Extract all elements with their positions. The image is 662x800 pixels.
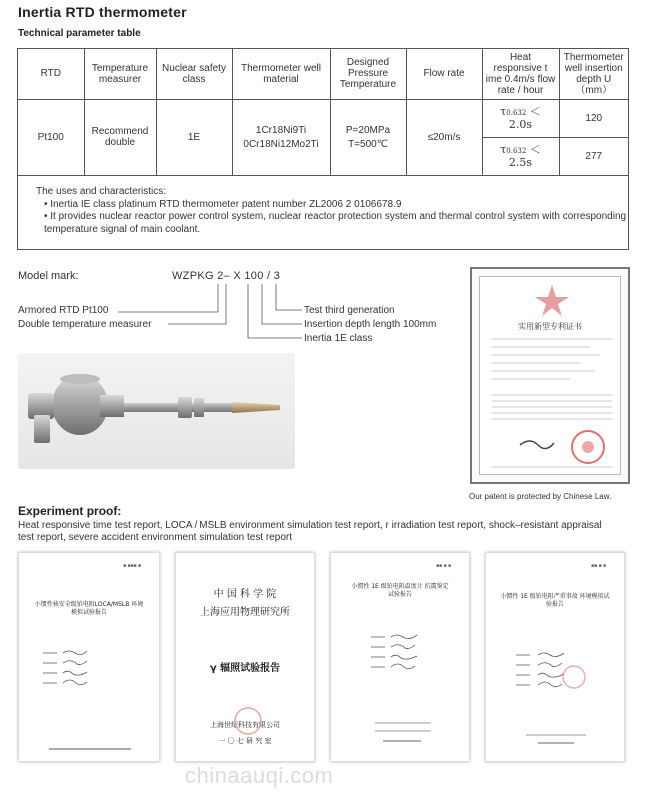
tau-symbol: τ [500, 105, 507, 118]
report-company: 上海世纪科技有限公司 [210, 721, 280, 729]
report-signatures [19, 553, 160, 762]
pressure-value: P=20MPa [345, 124, 391, 136]
report-heading: γ 辐照试验报告 [209, 663, 281, 674]
report-signatures [486, 553, 625, 762]
tau-subscript: 0.632 [506, 147, 527, 155]
header-measurer: Temperature measurer [84, 49, 156, 99]
page-title: Inertia RTD thermometer [18, 4, 187, 20]
report-stamp-icon [176, 553, 315, 762]
report-lab: 一 〇 七 研 究 室 [218, 737, 272, 745]
tau-compare: ＜ [529, 105, 541, 118]
uses-item-patent: • Inertia IE class platinum RTD thermometer patent number ZL2006 2 0106678.9 [44, 198, 402, 210]
report-number: ■■ ■ ■ [436, 563, 451, 569]
patent-caption: Our patent is protected by Chinese Law. [469, 492, 612, 501]
tau-value: 2.5s [508, 156, 533, 169]
model-mark-label: Model mark: [18, 270, 79, 282]
watermark: chinaauqi.com [185, 763, 334, 788]
cell-rtd: Pt100 [18, 99, 84, 175]
model-right-label-generation: Test third generation [304, 305, 395, 316]
report-institute-name: 上海应用物理研究所 [200, 607, 290, 618]
patent-certificate [470, 267, 630, 484]
material-line-2: 0Cr18Ni12Mo2Ti [243, 138, 319, 150]
certificate-title: 实用新型专利证书 [518, 322, 582, 331]
material-line-1: 1Cr18Ni9Ti [255, 124, 307, 136]
tau-compare: ＜ [529, 143, 541, 156]
report-heading: 小惯性 1E 级铂电阻严重事故 环境模拟试验报告 [500, 593, 610, 608]
uses-item-system: • It provides nuclear reactor power control system, nuclear reactor protection system and thermal control system with corresponding temperature signal of main coolant. [44, 211, 627, 235]
header-safety-class: Nuclear safety class [156, 49, 232, 99]
rtd-thermometer-image [18, 353, 295, 469]
uses-heading: The uses and characteristics: [36, 186, 167, 197]
header-pressure: Designed Pressure Temperature [330, 49, 406, 99]
report-number: ■■ ■ ■ [591, 563, 606, 569]
cell-safety-class: 1E [156, 99, 232, 175]
cell-depth-1: 120 [559, 99, 628, 137]
product-photo [18, 353, 295, 469]
model-left-label-armored: Armored RTD Pt100 [18, 305, 109, 316]
report-institute: 中 国 科 学 院 [213, 589, 277, 600]
temperature-value: T=500℃ [348, 138, 388, 150]
section-subtitle: Technical parameter table [18, 28, 141, 39]
report-loca-mslb [18, 552, 160, 762]
model-right-label-class: Inertia 1E class [304, 333, 373, 344]
report-irradiation [175, 552, 315, 762]
cell-flow-rate: ≤20m/s [406, 99, 482, 175]
report-heading: 小惯性 1E 级铂电阻温度计 抗震鉴定试验报告 [351, 583, 449, 598]
experiment-text: Heat responsive time test report, LOCA / MSLB environment simulation test report, r irradiation test report, shock–resistant appraisal test report, severe accident environment simulation test report [18, 520, 602, 543]
report-number: ■ ■■■ ■ [123, 563, 141, 569]
tau-symbol: τ [500, 143, 507, 156]
report-heading: 小惯性核安全级铂电阻LOCA/MSLB 环境模拟试验报告 [34, 601, 144, 616]
certificate-emblem-icon [480, 277, 621, 475]
experiment-title: Experiment proof: [18, 504, 122, 518]
report-signatures [331, 553, 470, 762]
report-severe-accident [485, 552, 625, 762]
header-material: Thermometer well material [232, 49, 330, 99]
model-right-label-depth: Insertion depth length 100mm [304, 319, 437, 330]
model-left-label-double: Double temperature measurer [18, 319, 152, 330]
report-shock-resistant [330, 552, 470, 762]
header-flow-rate: Flow rate [406, 49, 482, 99]
tau-subscript: 0.632 [506, 109, 527, 117]
cell-depth-2: 277 [559, 137, 628, 175]
header-rtd: RTD [18, 49, 84, 99]
model-mark-code: WZPKG 2– X 100 / 3 [172, 270, 281, 282]
tau-value: 2.0s [508, 118, 533, 131]
cell-measurer: Recommend double [84, 99, 156, 175]
header-depth: Thermometer well insertion depth U（mm） [559, 49, 628, 99]
header-response-time: Heat responsive t ime 0.4m/s flow rate / hour [482, 49, 559, 99]
